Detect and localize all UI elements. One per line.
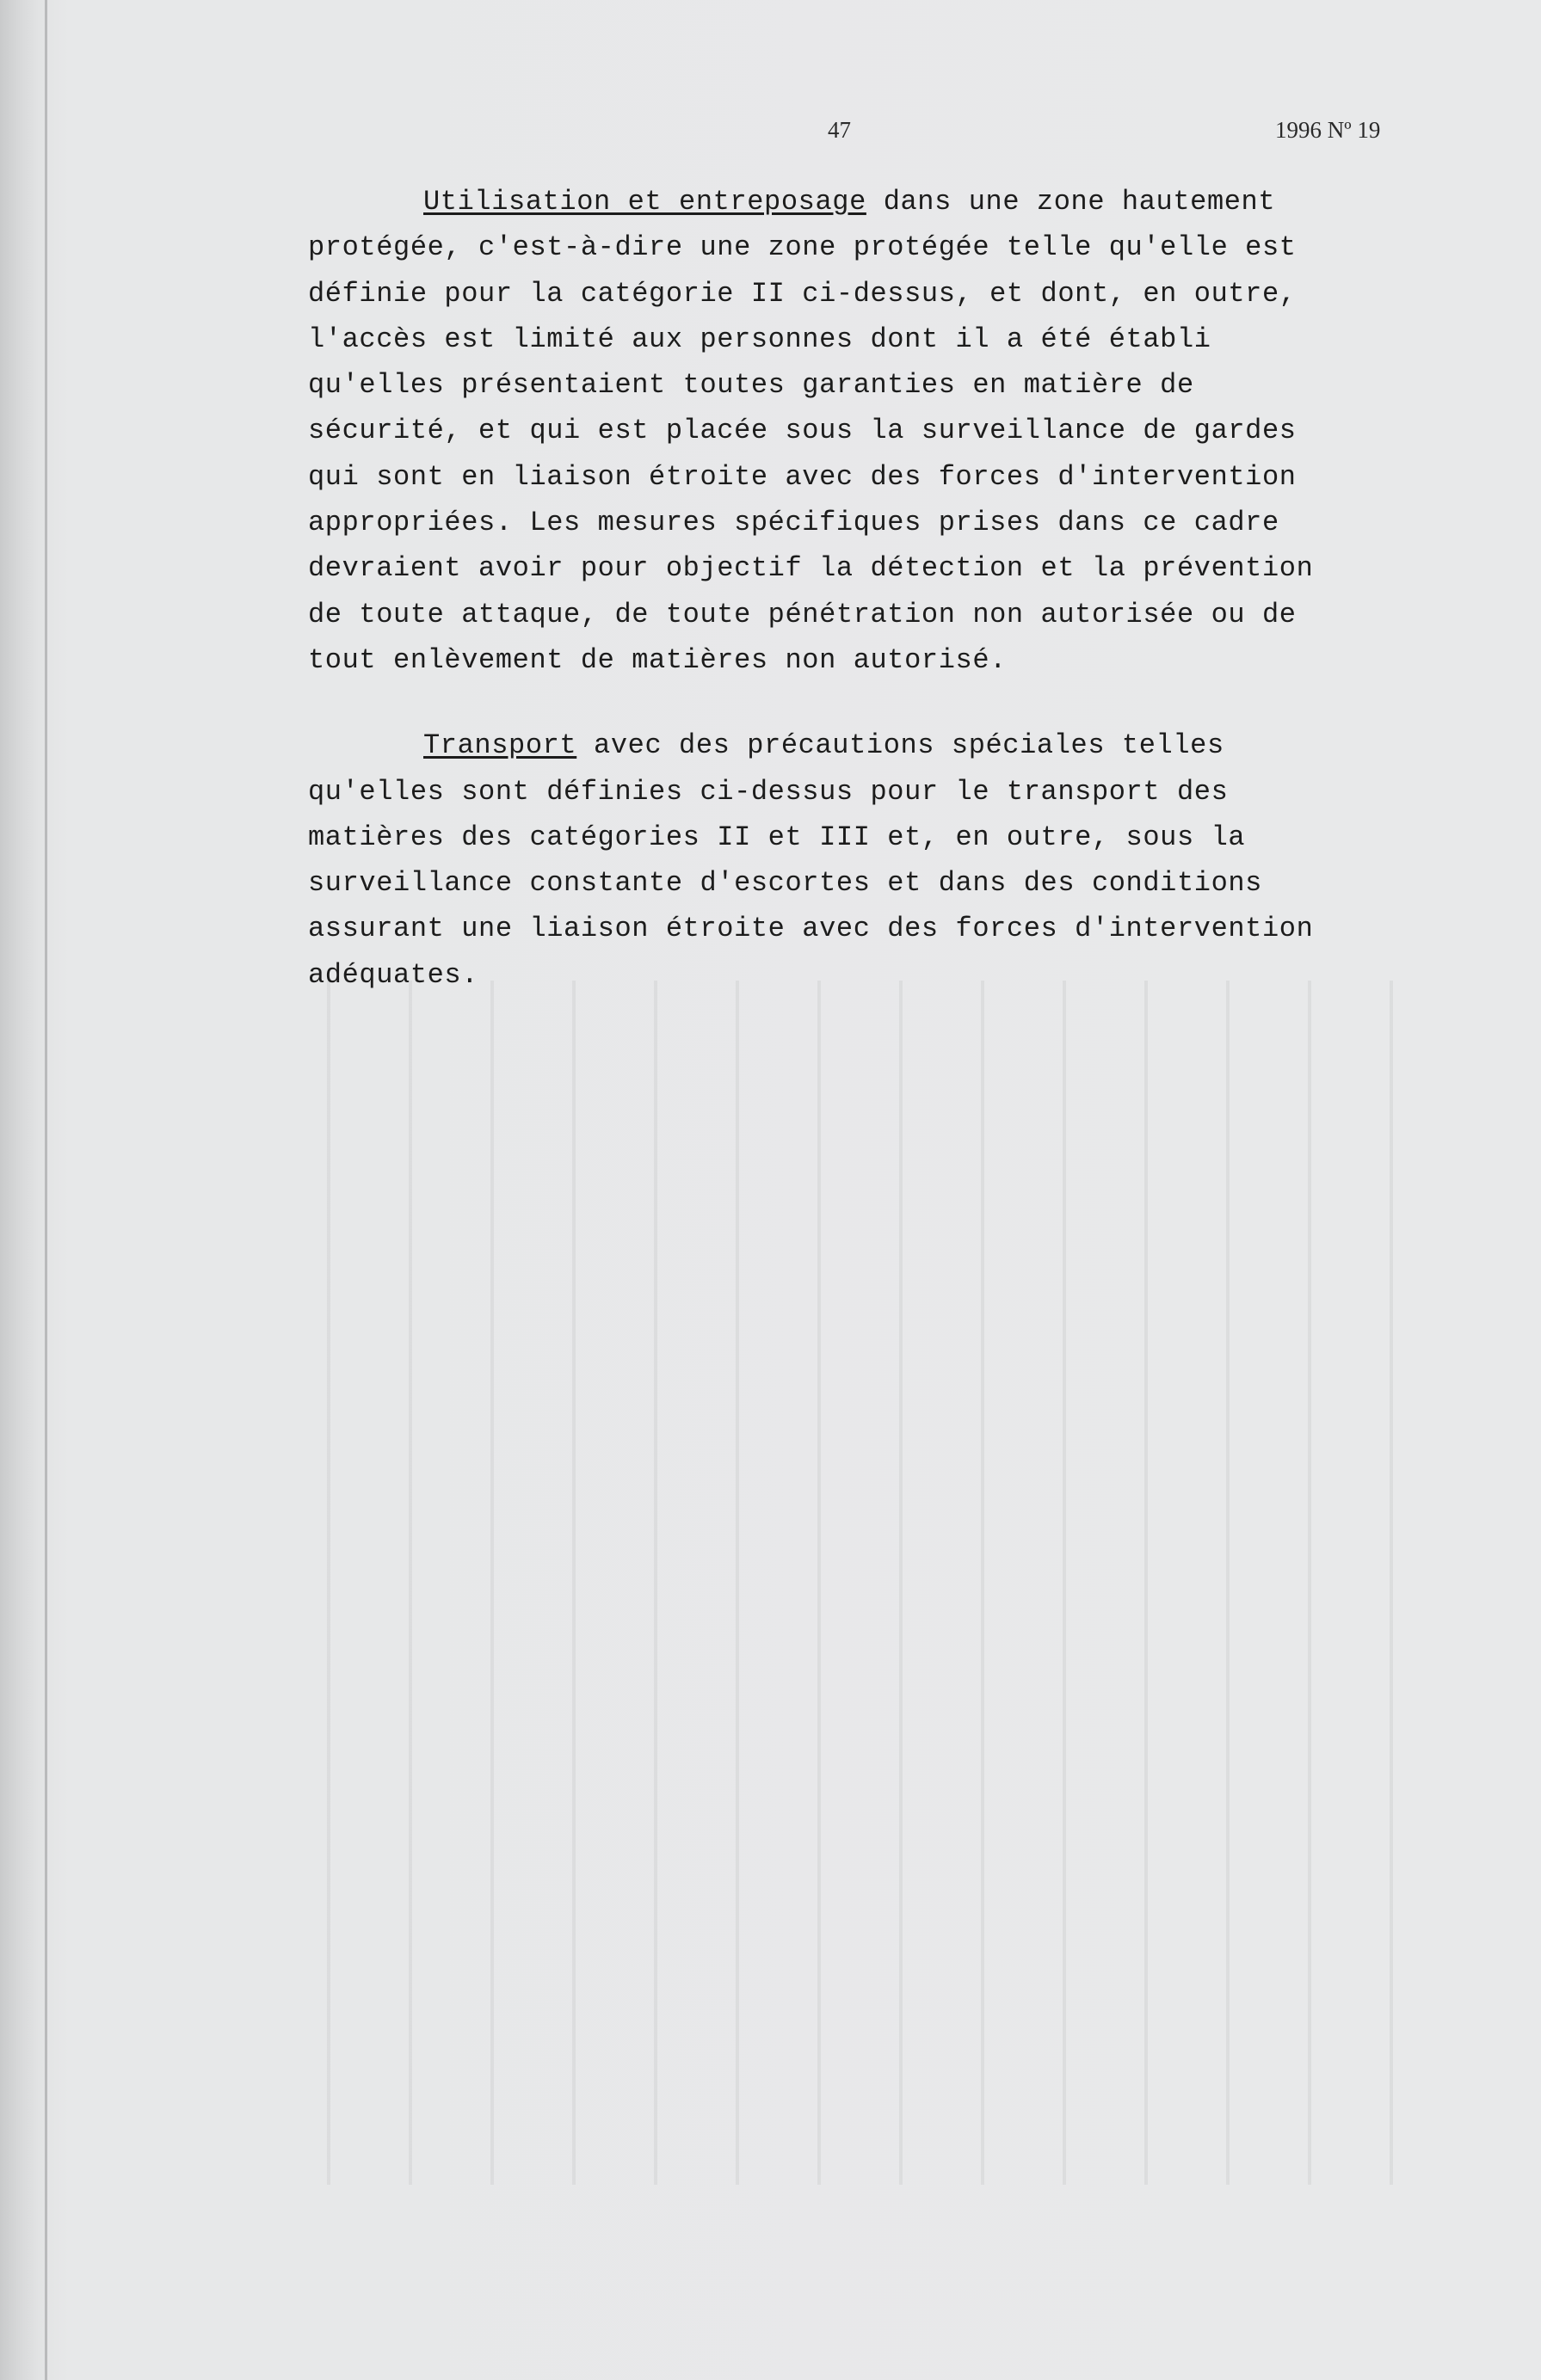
underlined-heading: Transport — [423, 729, 577, 762]
text-line: l'accès est limité aux personnes dont il a été établi — [308, 323, 1211, 355]
text-line: qu'elles sont définies ci-dessus pour le transport des — [308, 775, 1229, 808]
text-line: de toute attaque, de toute pénétration non autorisée ou de — [308, 598, 1297, 630]
first-line-text: dans une zone hautement — [866, 186, 1276, 218]
paragraph-first-line — [308, 723, 1418, 768]
text-line: assurant une liaison étroite avec des forces d'intervention — [308, 913, 1314, 945]
paragraph-utilisation — [308, 179, 1418, 683]
text-line: qu'elles présentaient toutes garanties en matière de — [308, 369, 1194, 402]
text-line: surveillance constante d'escortes et dans des conditions — [308, 867, 1262, 900]
body-text — [308, 179, 1418, 998]
underlined-heading: Utilisation et entreposage — [423, 186, 866, 218]
text-line: qui sont en liaison étroite avec des forces d'intervention — [308, 460, 1297, 493]
first-line-text: avec des précautions spéciales telles — [576, 729, 1224, 762]
page-number: 47 — [828, 117, 851, 143]
text-line: protégée, c'est-à-dire une zone protégée telle qu'elle est — [308, 231, 1297, 264]
text-line: matières des catégories II et III et, en outre, sous la — [308, 821, 1246, 853]
binding-edge — [45, 0, 47, 2380]
text-line: devraient avoir pour objectif la détection et la prévention — [308, 552, 1314, 585]
text-line: adéquates. — [308, 958, 479, 991]
paragraph-first-line — [308, 179, 1418, 224]
text-line: appropriées. Les mesures spécifiques prises dans ce cadre — [308, 507, 1279, 539]
text-line: sécurité, et qui est placée sous la surveillance de gardes — [308, 415, 1297, 447]
paragraph-transport — [308, 723, 1418, 998]
text-line: définie pour la catégorie II ci-dessus, et dont, en outre, — [308, 277, 1297, 310]
bleed-through-shadow — [293, 981, 1411, 2185]
text-line: tout enlèvement de matières non autorisé. — [308, 643, 1007, 676]
issue-reference: 1996 Nº 19 — [1275, 117, 1381, 143]
page-header — [0, 117, 1541, 151]
